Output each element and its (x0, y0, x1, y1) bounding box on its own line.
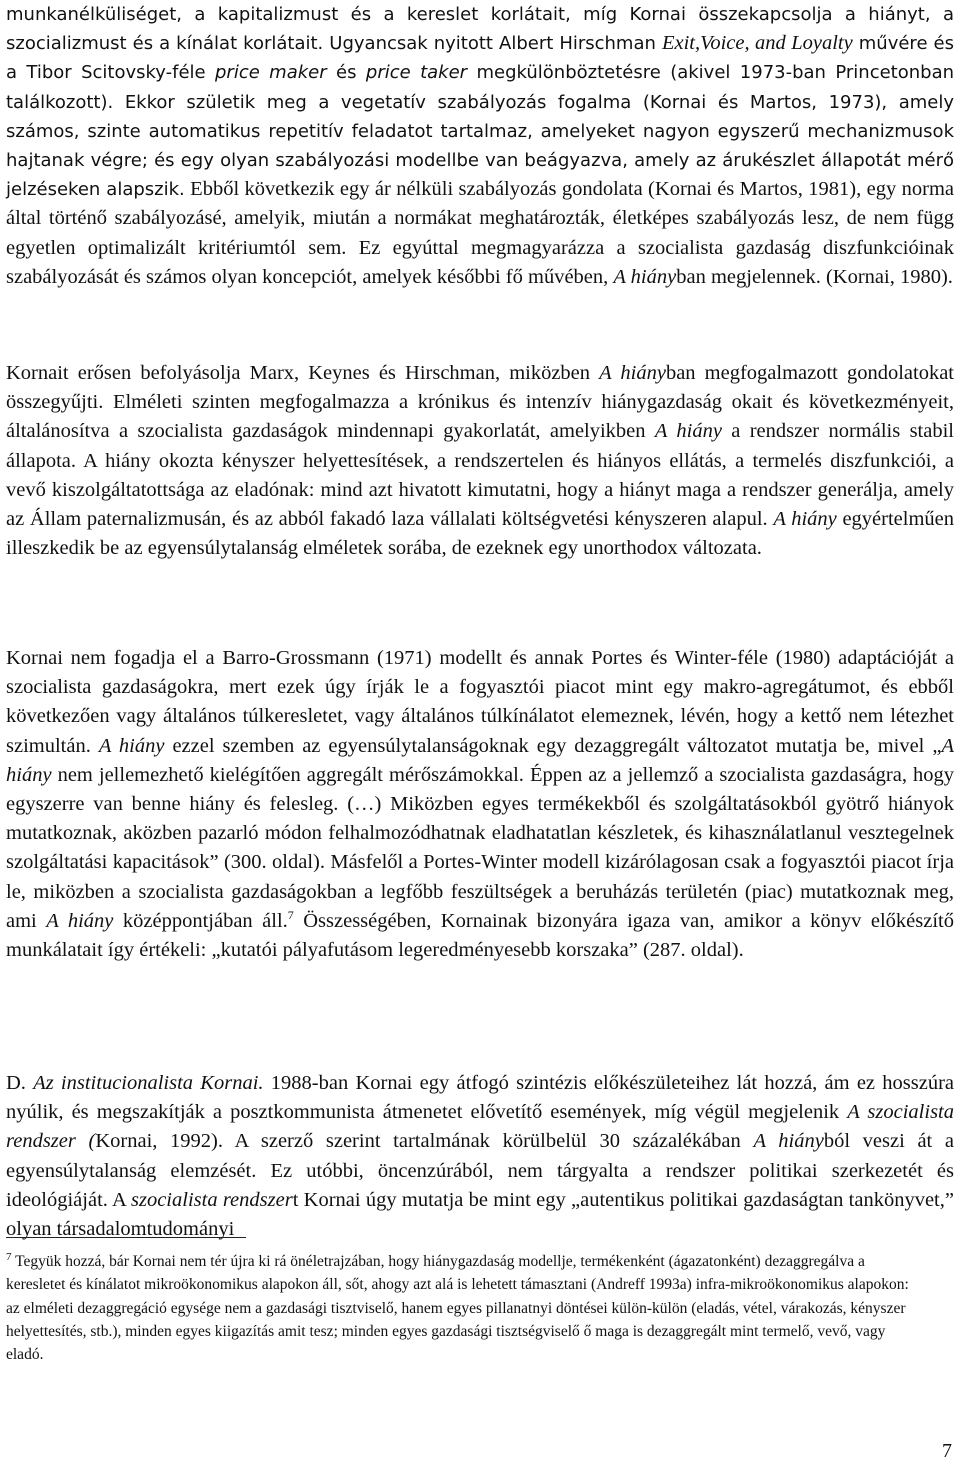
text-segment: 1988-ban Kornai egy átfogó szintézis előkészületeihez lát hozzá, ám ez hosszúra nyúlik, és megszakítják a posztkommunista átmenetet elővetítő események, míg végül megjelenik (6, 1072, 955, 1124)
footnote (6, 1250, 926, 1366)
text-segment: nem jellemezhető kielégítően aggregált mérőszámokkal. Éppen az a jellemző a szocialista gazdaságra, hogy egyszerre van benne hiány és felesleg. (…) Miközben egyes termékekből és szolgáltatásokból gyötrő hiányok mutatkoznak, aközben pazarló módon felhalmozódhatnak eladhatatlan készletek, és kihasználatlanul vesztegelnek szolgáltatási kapacitások” (300. oldal). Másfelől a Portes-Winter modell kizárólagosan csak a fogyasztói piacot írja le, miközben a szocialista gazdaságokban a legfőbb feszültségek a beruházás területén (piac) mutatkoznak meg, ami (6, 763, 954, 932)
text-segment: ban megjelennek. (Kornai, 1980). (676, 265, 953, 288)
text-segment: Kornait erősen befolyásolja Marx, Keynes és Hirschman, miközben (6, 362, 600, 384)
text-segment: középpontjában áll. (113, 909, 288, 932)
footnote-divider (6, 1237, 246, 1238)
italic-title: A hiány (6, 734, 954, 786)
text-segment: Ekkor születik meg a vegetatív szabályozás fogalma (Kornai és Martos, 1973), amely számos, szinte automatikus repetitív feladatot tartalmaz, amelyeket nagyon egyszerű mechanizmusok hajtanak végre; és egy olyan szabályozási modellbe van beágyazva, amely az árukészlet állapotát mérő jelzéseken alapszik. (6, 91, 954, 201)
text-segment: Kornai nem fogadja el a Barro-Grossmann (1971) modellt és annak Portes és Winter-féle (1980) adaptációját a szocialista gazdaságokra, mert ezek úgy írják le a fogyasztói piacot mint egy makro-agregátumot, és ebből következően vagy általános túlkeresletet, vagy általános túlkínálatot elemeznek, lévén, hogy a kettő nem létezhet szimultán. (6, 647, 954, 757)
italic-title: A hiány (753, 1130, 824, 1153)
text-segment: Kornai, 1992). A szerző szerint tartalmának körülbelül 30 százalékában (95, 1130, 754, 1153)
text-segment: ezzel szemben az egyensúlytalanságoknak egy dezaggregált változatot mutatja be, mivel „ (164, 734, 942, 757)
text-segment: t Kornai úgy mutatja be mint egy „autentikus politikai gazdaságtan tankönyvet,” olyan társadalomtudományi (6, 1188, 954, 1241)
section-heading: Az institucionalista Kornai. (33, 1072, 264, 1094)
italic-title: A szocialista rendszer ( (6, 1101, 954, 1153)
paragraph-3 (6, 644, 954, 965)
text-segment: Összességében, Kornainak bizonyára igaza van, amikor a könyv előkészítő munkálatait így értékeli: „kutatói pályafutásom legeredményesebb korszaka” (287. oldal). (6, 909, 954, 962)
italic-title: szocialista rendszer (131, 1188, 293, 1211)
italic-term: price taker (365, 62, 468, 84)
text-segment: művére és a Tibor Scitovsky-féle (6, 33, 954, 84)
paragraph-2 (6, 359, 954, 563)
footnote-reference[interactable]: 7 (287, 908, 294, 922)
italic-term: price maker (215, 62, 327, 84)
text-segment: ból veszi át a egyensúlytalanság elemzését. Ez utóbbi, öncenzúrából, nem tárgyalta a rendszer politikai szerkezetét és ideológiáját. A (6, 1130, 954, 1211)
italic-title: A hiány (46, 909, 114, 932)
text-segment: a rendszer normális stabil állapota. A hiány okozta kényszer helyettesítések, a rendszertelen és hiányos ellátás, a termelés diszfunkciói, a vevő kiszolgáltatottsága az eladónak: mind azt hivatott kimutatni, hogy a hiányt maga a rendszer generálja, amely az Állam paternalizmusán, és az abból fakadó laza vállalati költségvetési kényszeren alapul. (6, 420, 954, 531)
italic-title: A hiány (654, 420, 722, 443)
text-segment: ban megfogalmazott gondolatokat összegyűjti. Elméleti szinten megfogalmazza a krónikus és intenzív hiánygazdaság okait és következményeit, általánosítva a szocialista gazdaságok mindennapi gyakorlatát, amelyikben (6, 362, 954, 443)
italic-title: A hiány (599, 362, 666, 384)
paragraph-1 (6, 0, 954, 292)
italic-title: A hiány (773, 508, 837, 531)
footnote-text: Tegyük hozzá, bár Kornai nem tér újra ki rá önéletrajzában, hogy hiánygazdaság modellje, termékenként (ágazatonként) dezaggregálva a keresletet és kínálatot mikroökonomikus alapokon áll, sőt, ahogy azt alá is lehetett támasztani (Andreff 1993a) infra-mikroökonomikus alapokon: az elméleti dezaggregáció egysége nem a gazdasági tisztviselő, hanem egyes pillanatnyi döntései külön-külön (eladás, vétel, várakozás, kényszer helyettesítés, stb.), minden egyes kiigazítás amit tesz; minden egyes gazdasági tisztségviselő ő maga is dezaggregált mint termelő, vevő, vagy eladó. (6, 1253, 909, 1364)
paragraph-4 (6, 1069, 954, 1244)
text-segment: megkülönböztetésre (akivel 1973-ban Princetonban találkozott). (6, 62, 955, 113)
italic-title: Exit,Voice, and Loyalty (661, 32, 853, 55)
footnote-number: 7 (6, 1250, 12, 1263)
text-segment: munkanélküliséget, a kapitalizmust és a kereslet korlátait, míg Kornai összekapcsolja a hiányt, a szocializmust és a kínálat korlátait. Ugyancsak nyitott Albert Hirschman (6, 4, 954, 55)
text-segment: Ebből következik egy ár nélküli szabályozás gondolata (Kornai és Martos, 1981), egy norma által történő szabályozásé, amelyik, miután a normákat meghatározták, életképes szabályozás lesz, de nem függ egyetlen optimalizált kritériumtól sem. Ez egyúttal megmagyarázza a szocialista gazdaság diszfunkcióinak szabályozását és számos olyan koncepciót, amelyek későbbi fő művében, (6, 178, 954, 288)
italic-title: A hiány (613, 265, 677, 288)
italic-title: A hiány (98, 734, 165, 757)
text-segment: egyértelműen illeszkedik be az egyensúlytalanság elméletek sorába, de ezeknek egy unorthodox változata. (6, 508, 955, 560)
page-number: 7 (942, 1440, 952, 1462)
text-segment: D. (6, 1072, 34, 1094)
text-segment: és (326, 62, 366, 84)
